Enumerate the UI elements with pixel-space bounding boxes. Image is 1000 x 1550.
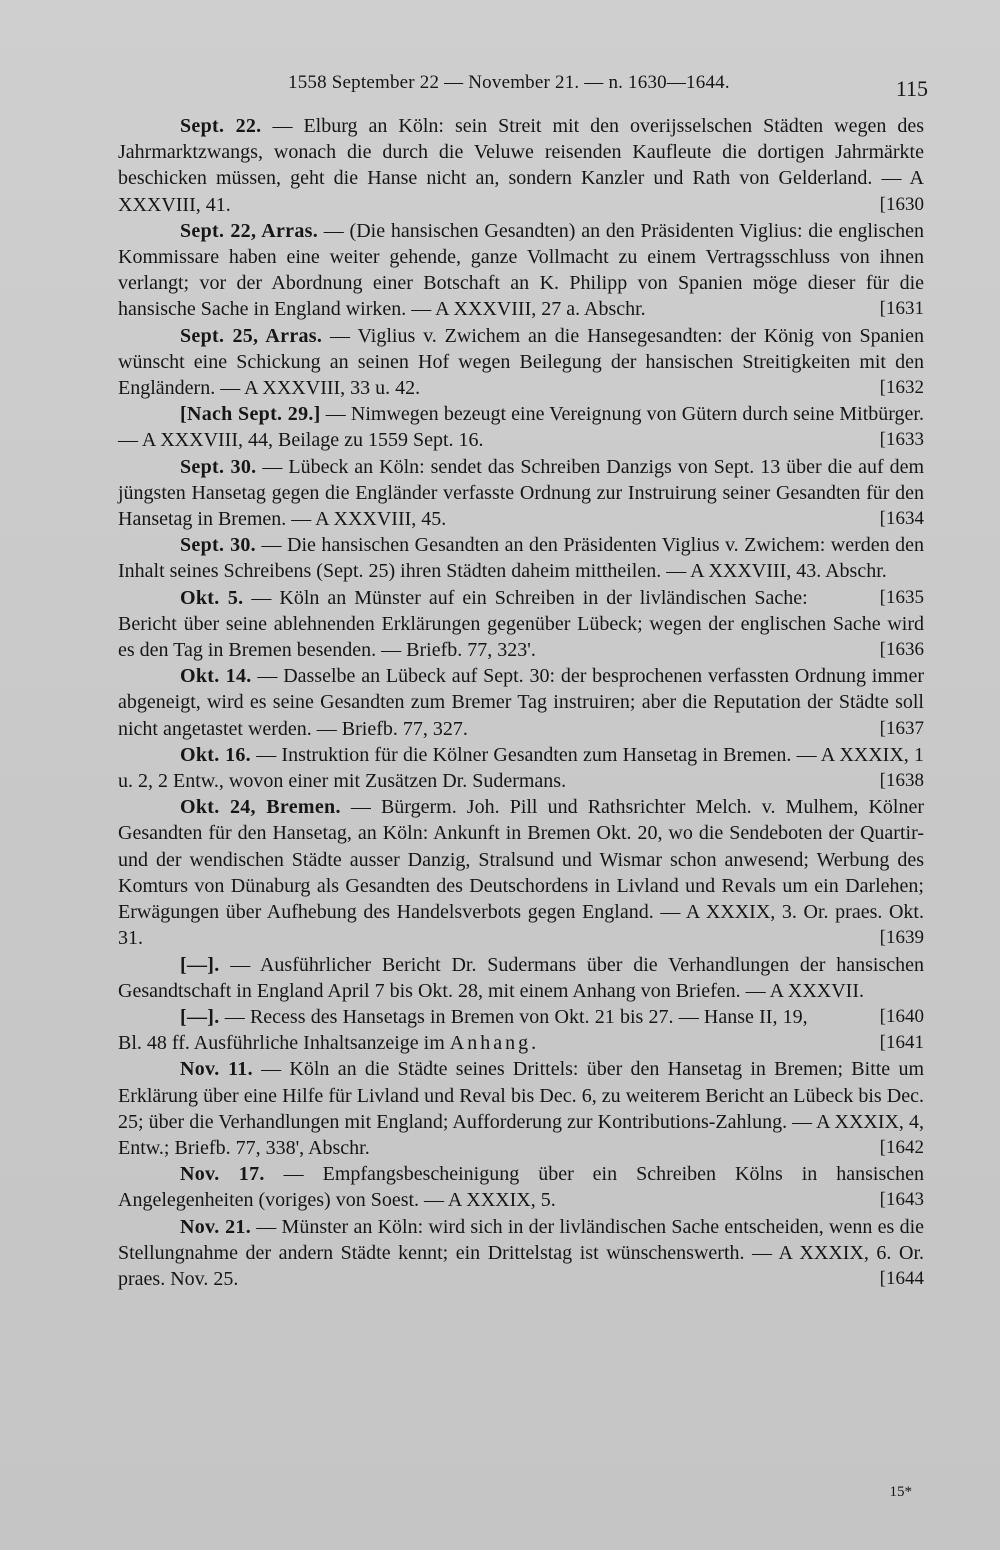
entry-text: — Dasselbe an Lübeck auf Sept. 30: der besprochenen verfassten Ordnung immer abgeneigt, wird es seine Gesandten zum Bremer Tag instruiren; aber die Reputation der Städte soll nicht angetastet werden. — Briefb. 77, 327.	[118, 665, 924, 740]
entry-number: [1644	[879, 1267, 924, 1289]
entry-number: [1635	[879, 586, 924, 608]
entry-date: Nov. 21.	[180, 1215, 252, 1238]
entry-date: Sept. 30.	[180, 455, 257, 478]
entry-text: — (Die hansischen Gesandten) an den Präsidenten Viglius: die englischen Kommissare haben eine weiter gehende, ganze Vollmacht zu einem Vertragsschluss von ihnen verlangt; vor der Abordnung einer Botschaft an K. Philipp von Spanien möge dieser für die hansische Sache in England wirken. — A XXXVIII, 27 a. Abschr.	[118, 219, 925, 321]
entry-number: [1633	[879, 429, 924, 451]
entry-text: — Die hansischen Gesandten an den Präsidenten Viglius v. Zwichem: werden den Inhalt seines Schreibens (Sept. 25) ihren Städten daheim mittheilen. — A XXXVIII, 43. Abschr.	[118, 534, 925, 583]
entry-date: [Nach Sept. 29.]	[180, 403, 321, 426]
entry-date: Sept. 25, Arras.	[180, 324, 323, 347]
entry-number: [1638	[879, 770, 924, 792]
entry-date: Okt. 16.	[180, 743, 251, 766]
regest-entry-1639	[118, 794, 924, 951]
regest-entry-1637	[118, 663, 924, 742]
regest-entry-1640	[118, 952, 924, 1027]
entry-number: [1630	[879, 193, 924, 215]
entry-text: — Instruktion für die Kölner Gesandten zum Hansetag in Bremen. — A XXXIX, 1 u. 2, 2 Entw., wovon einer mit Zusätzen Dr. Sudermans.	[118, 743, 924, 793]
regest-entry-1636	[118, 585, 924, 664]
regest-entry-1634	[118, 454, 924, 533]
entry-date: Okt. 5.	[180, 586, 244, 609]
entry-date: [—].	[180, 1005, 220, 1028]
regest-entry-1632	[118, 323, 924, 402]
entry-number: [1642	[879, 1136, 924, 1158]
entry-text: — Münster an Köln: wird sich in der livländischen Sache entscheiden, wenn es die Stellungnahme der andern Städte kennt; ein Drittelstag ist wünschenswerth. — A XXXIX, 6. Or. praes. Nov. 25.	[118, 1215, 924, 1290]
entry-text: — Viglius v. Zwichem an die Hansegesandten: der König von Spanien wünscht eine Schickung an seinen Hof wegen Beilegung der hansischen Streitigkeiten mit den Engländern. — A XXXVIII, 33 u. 42.	[118, 324, 924, 400]
entry-text: — Lübeck an Köln: sendet das Schreiben Danzigs von Sept. 13 über die auf dem jüngsten Hansetag gegen die Engländer verfasste Ordnung zur Instruirung seiner Gesandten für den Hansetag in Bremen. — A XXXVIII, 45.	[118, 455, 925, 531]
regest-entry-1644	[118, 1214, 924, 1293]
entry-text: — Bürgerm. Joh. Pill und Rathsrichter Melch. v. Mulhem, Kölner Gesandten für den Hansetag, an Köln: Ankunft in Bremen Okt. 20, wo die Sendeboten der Quartir- und der wendischen Städte ausser Danzig, Stralsund und Wismar schon anwesend; Werbung des Komturs von Dünaburg als Gesandten des Deutschordens in Livland und Revals um ein Darlehen; Erwägungen über Aufhebung des Handelsverbots gegen England. — A XXXIX, 3. Or. praes. Okt. 31.	[118, 796, 924, 950]
page-number: 115	[895, 76, 928, 101]
regest-entry-1642	[118, 1056, 924, 1161]
regest-entry-1630	[118, 113, 924, 218]
entry-text: — Nimwegen bezeugt eine Vereignung von Gütern durch seine Mitbürger. — A XXXVIII, 44, Beilage zu 1559 Sept. 16.	[118, 403, 924, 452]
entry-text: — Köln an die Städte seines Drittels: über den Hansetag in Bremen; Bitte um Erklärung über eine Hilfe für Livland und Reval bis Dec. 6, zu weiterem Bericht an Lübeck bis Dec. 25; über die Verhandlungen mit England; Aufforderung zur Kontributions-Zahlung. — A XXXIX, 4, Entw.; Briefb. 77, 338', Abschr.	[118, 1058, 925, 1159]
entry-number: [1636	[879, 639, 924, 661]
entry-date: Nov. 17.	[180, 1163, 265, 1186]
entry-number: [1641	[879, 1032, 924, 1054]
entry-date: Okt. 14.	[180, 665, 252, 688]
entry-date: Sept. 22.	[180, 115, 262, 137]
running-head	[120, 64, 928, 104]
regest-entry-1631	[118, 218, 924, 323]
entry-number: [1634	[879, 508, 924, 530]
entry-text: — Empfangsbescheinigung über ein Schreiben Kölns in hansischen Angelegenheiten (voriges) von Soest. — A XXXIX, 5.	[118, 1163, 924, 1212]
entry-text: — Köln an Münster auf ein Schreiben in der livländischen Sache: Bericht über seine ablehnenden Erklärungen gegenüber Lübeck; wegen der englischen Sache wird es den Tag in Bremen besenden. — Briefb. 77, 323'.	[118, 586, 924, 662]
regest-entry-1633	[118, 401, 924, 453]
entry-number: [1637	[879, 717, 924, 739]
entry-number: [1639	[879, 927, 924, 949]
regest-list	[118, 113, 924, 1292]
regest-entry-1638	[118, 742, 924, 794]
entry-date: Sept. 30.	[180, 534, 256, 557]
running-title: 1558 September 22 — November 21. — n. 1630—1644.	[288, 72, 730, 93]
entry-date: Sept. 22, Arras.	[180, 219, 319, 242]
appendix-reference: Anhang	[449, 1032, 532, 1055]
entry-number: [1631	[879, 298, 924, 320]
entry-date: Nov. 11.	[180, 1058, 253, 1081]
entry-text: — Ausführlicher Bericht Dr. Sudermans über die Verhandlungen der hansischen Gesandtschaft in England April 7 bis Okt. 28, mit einem Anhang von Briefen. — A XXXVII.	[118, 953, 924, 1002]
entry-text: — Recess des Hansetags in Bremen von Okt. 21 bis 27. — Hanse II, 19, Bl. 48 ff. Ausführliche Inhaltsanzeige im	[118, 1005, 808, 1055]
entry-date: Okt. 24, Bremen.	[180, 796, 341, 819]
entry-text-tail: .	[531, 1032, 537, 1055]
entry-number: [1640	[879, 1005, 924, 1027]
regest-entry-1641	[118, 1004, 924, 1056]
entry-text: — Elburg an Köln: sein Streit mit den overijsselschen Städten wegen des Jahrmarktzwangs, wonach die durch die Veluwe reisenden Kaufleute die dortigen Jahrmärkte beschicken müssen, geht die Hanse nicht an, sondern Kanzler und Rath von Gelderland. — A XXXVIII, 41.	[118, 115, 925, 216]
regest-entry-1643	[118, 1161, 924, 1213]
entry-number: [1632	[879, 377, 924, 399]
entry-number: [1643	[879, 1189, 924, 1211]
sheet-signature: 15*	[889, 1484, 912, 1500]
entry-date: [—].	[180, 953, 220, 976]
